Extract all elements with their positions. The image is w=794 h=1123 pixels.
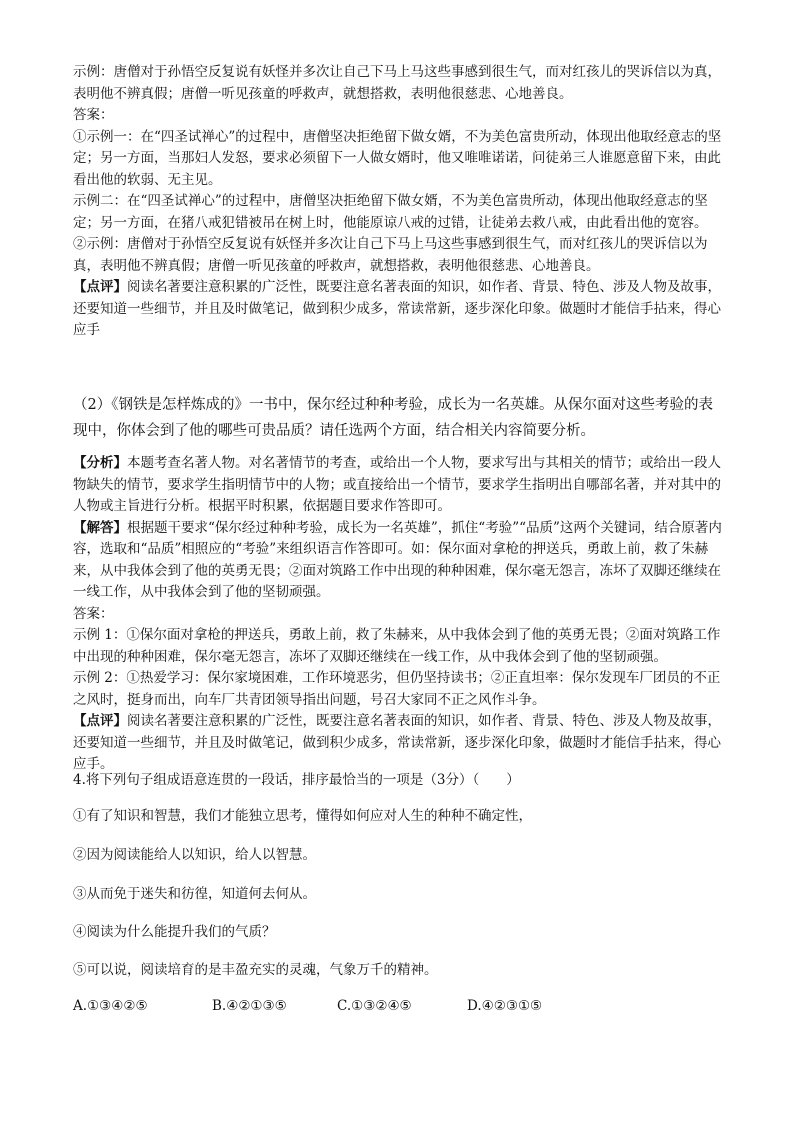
option-b[interactable]: B.④②①③⑤ [212, 998, 287, 1014]
sentence-5 [73, 960, 723, 982]
solution-tag: 【解答】 [73, 519, 127, 536]
comment-tag: 【点评】 [73, 713, 127, 729]
solution-text: 根据题干要求“保尔经过种种考验，成长为一名英雄”，抓住“考验”“品质”这两个关键词，结合原著内容，选取和“品质”相照应的“考验”来组织语言作答即可。如：保尔面对拿枪的押送兵，勇敢上前，救了朱赫来，从中我体会到了他的英勇无畏；②面对筑路工作中出现的种种困难，保尔毫无怨言，冻坏了双脚还继续在一线工作，从中我体会到了他的坚韧顽强。 [73, 519, 722, 600]
sentence-3 [73, 884, 723, 906]
example-two-paragraph: 示例二：在“四圣试禅心”的过程中，唐僧坚决拒绝留下做女婿，不为美色富贵所动，体现出他取经意志的坚定；另一方面，在猪八戒犯错被吊在树上时，他能原谅八戒的过错，让徒弟去救八戒，由此看出他的宽容。 [73, 193, 708, 231]
sentence-text: ①有了知识和智慧，我们才能独立思考，懂得如何应对人生的种种不确定性， [73, 808, 532, 824]
example-one-paragraph: ①示例一：在“四圣试禅心”的过程中，唐僧坚决拒绝留下做女婿，不为美色富贵所动，体现出他取经意志的坚定；另一方面，当那妇人发怒，要求必须留下一人做女婿时，他又唯唯诺诺，问徒弟三人谁愿意留下来，由此看出他的软弱、无主见。 [73, 128, 722, 188]
option-d[interactable]: D.④②③①⑤ [467, 998, 543, 1014]
question-2-text: （2）《钢铁是怎样炼成的》一书中，保尔经过种种考验，成长为一名英雄。从保尔面对这些考验的表现中，你体会到了他的哪些可贵品质？请任选两个方面，结合相关内容简要分析。 [73, 397, 713, 439]
solution-paragraph [73, 518, 723, 604]
sentence-text: ③从而免于迷失和彷徨，知道何去何从。 [73, 886, 316, 902]
comment-paragraph [73, 277, 723, 342]
answer-section-2 [73, 453, 723, 776]
option-a[interactable]: A.①③④②⑤ [73, 998, 148, 1014]
sentence-text: ⑤可以说，阅读培育的是丰盈充实的灵魂，气象万千的精神。 [73, 962, 438, 978]
answer-section-1 [73, 62, 723, 342]
question-4-text: 4.将下列句子组成语意连贯的一段话，排序最恰当的一项是（3分）（ ） [73, 772, 520, 788]
analysis-paragraph [73, 453, 723, 518]
analysis-text: 本题考查名著人物。对名著情节的考查，或给出一个人物，要求写出与其相关的情节；或给出一段人物缺失的情节，要求学生指明情节中的人物；或直接给出一个情节，要求学生指明出自哪部名著，并对其中的人物或主旨进行分析。根据平时积累，依据题目要求作答即可。 [73, 455, 721, 514]
sentence-4 [73, 922, 723, 944]
answer-label: 答案： [73, 107, 114, 123]
question-4-stem [73, 770, 723, 792]
answer-options [73, 998, 723, 1020]
sentence-1 [73, 806, 723, 828]
comment-text: 阅读名著要注意积累的广泛性，既要注意名著表面的知识，如作者、背景、特色、涉及人物及故事，还要知道一些细节，并且及时做笔记，做到积少成多，常读常新，逐步深化印象。做题时才能信手拈来，得心应手 [73, 279, 721, 338]
example-2-paragraph: 示例 2：①热爱学习：保尔家境困难，工作环境恶劣，但仍坚持读书；②正直坦率：保尔发现车厂团员的不正之风时，挺身而出，向车厂共青团领导指出问题，号召大家同不正之风作斗争。 [73, 670, 721, 708]
question-2 [73, 392, 723, 444]
option-c[interactable]: C.①③②④⑤ [337, 998, 412, 1014]
comment-text: 阅读名著要注意积累的广泛性，既要注意名著表面的知识，如作者、背景、特色、涉及人物及故事，还要知道一些细节，并且及时做笔记，做到积少成多，常读常新，逐步深化印象，做题时才能信手拈来，得心应手。 [73, 713, 721, 772]
analysis-tag: 【分析】 [73, 455, 127, 471]
answer-label: 答案： [73, 605, 114, 622]
example-1-paragraph: 示例 1：①保尔面对拿枪的押送兵，勇敢上前，救了朱赫来，从中我体会到了他的英勇无畏；②面对筑路工作中出现的种种困难，保尔毫无怨言，冻坏了双脚还继续在一线工作，从中我体会到了他的坚韧顽强。 [73, 627, 721, 665]
sentence-text: ④阅读为什么能提升我们的气质？ [73, 924, 276, 940]
comment-paragraph [73, 711, 723, 776]
example-paragraph-2: ②示例：唐僧对于孙悟空反复说有妖怪并多次让自己下马上马这些事感到很生气，而对红孩儿的哭诉信以为真，表明他不辨真假；唐僧一听见孩童的呼救声，就想搭救，表明他很慈悲、心地善良。 [73, 236, 708, 274]
sentence-text: ②因为阅读能给人以知识，给人以智慧。 [73, 847, 316, 863]
example-paragraph: 示例：唐僧对于孙悟空反复说有妖怪并多次让自己下马上马这些事感到很生气，而对红孩儿的哭诉信以为真，表明他不辨真假；唐僧一听见孩童的呼救声，就想搭救，表明他很慈悲、心地善良。 [73, 64, 721, 102]
sentence-2 [73, 845, 723, 867]
comment-tag: 【点评】 [73, 279, 127, 295]
